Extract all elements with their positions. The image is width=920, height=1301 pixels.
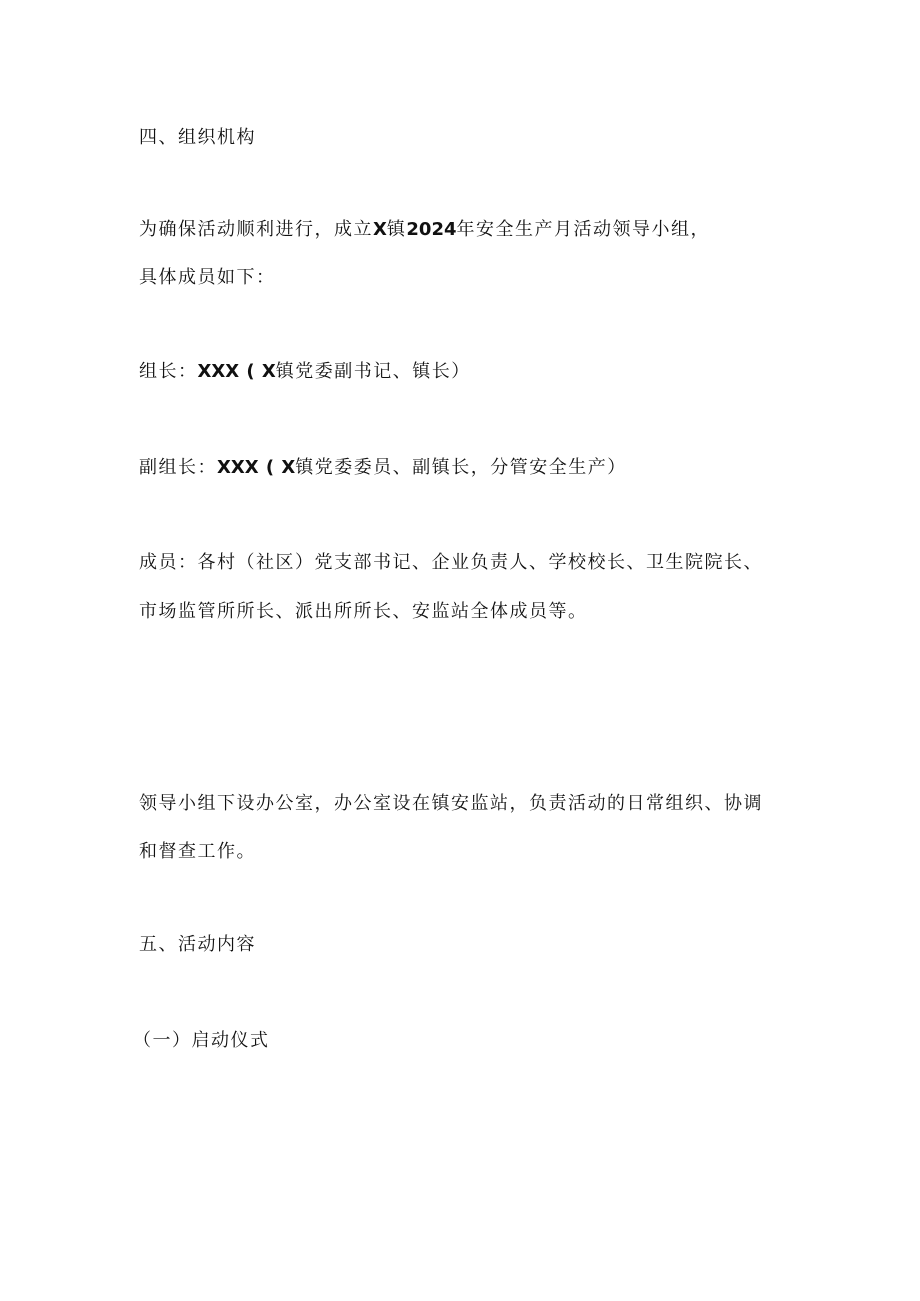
leader-role: 镇党委副书记、镇长） <box>275 361 471 382</box>
section-heading-activities: 五、活动内容 <box>139 934 256 955</box>
office-line-1: 领导小组下设办公室，办公室设在镇安监站，负责活动的日常组织、协调 <box>139 793 763 814</box>
leader-line <box>139 360 471 384</box>
intro-text-e: 年安全生产月活动领导小组， <box>456 219 710 240</box>
intro-text-town: 镇 <box>386 219 407 240</box>
section-heading-organization: 四、组织机构 <box>139 127 256 148</box>
deputy-open-paren: ( <box>265 457 275 478</box>
intro-text-a: 为确保活动顺利进行，成立 <box>139 219 373 240</box>
deputy-name: XXX <box>217 457 259 478</box>
leader-label: 组长： <box>139 361 198 382</box>
intro-text-x: X <box>373 219 387 240</box>
deputy-label: 副组长： <box>139 457 217 478</box>
deputy-role: 镇党委委员、副镇长，分管安全生产） <box>295 457 627 478</box>
members-line-2: 市场监管所所长、派出所所长、安监站全体成员等。 <box>139 601 588 622</box>
intro-text-year: 2024 <box>406 219 457 240</box>
intro-paragraph-line-1 <box>139 218 710 242</box>
members-line-1: 成员：各村（社区）党支部书记、企业负责人、学校校长、卫生院院长、 <box>139 552 763 573</box>
leader-x: X <box>261 361 276 382</box>
leader-name: XXX <box>197 361 240 382</box>
leader-open-paren: ( <box>246 361 255 382</box>
subsection-heading-launch: （一）启动仪式 <box>133 1030 270 1051</box>
deputy-leader-line <box>139 456 627 480</box>
intro-paragraph-line-2: 具体成员如下： <box>139 267 276 288</box>
deputy-x: X <box>281 457 296 478</box>
office-line-2: 和督查工作。 <box>139 841 256 862</box>
